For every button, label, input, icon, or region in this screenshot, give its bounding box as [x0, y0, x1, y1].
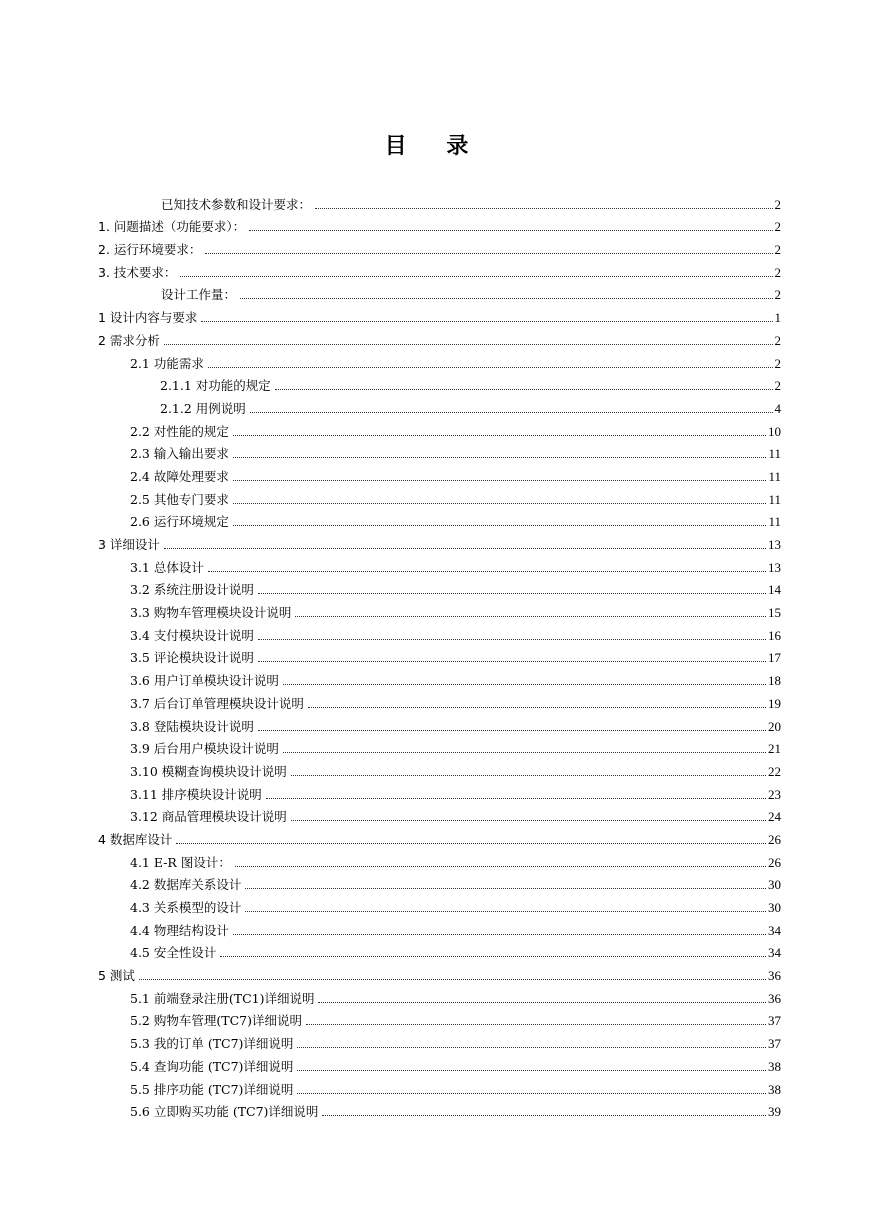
toc-entry-page-number: 36 [768, 990, 781, 1006]
toc-entry[interactable] [98, 712, 781, 735]
toc-entry[interactable] [98, 417, 781, 440]
toc-entry-page-number: 2 [774, 219, 781, 235]
toc-entry-label: 4.5 安全性设计 [130, 945, 217, 961]
toc-entry-page-number: 37 [768, 1036, 781, 1052]
toc-leader-dots [275, 389, 773, 390]
toc-entry-label: 5.6 立即购买功能 (TC7)详细说明 [130, 1104, 319, 1120]
toc-leader-dots [235, 866, 766, 867]
toc-leader-dots [164, 548, 766, 549]
toc-leader-dots [180, 276, 772, 277]
toc-leader-dots [208, 367, 773, 368]
toc-entry[interactable] [98, 848, 781, 871]
toc-entry-label: 2.1 功能需求 [130, 355, 204, 371]
toc-entry-label: 已知技术参数和设计要求： [161, 196, 312, 212]
toc-leader-dots [295, 616, 766, 617]
toc-entry-page-number: 11 [768, 446, 781, 462]
toc-entry-label: 3 详细设计 [98, 537, 160, 552]
toc-leader-dots [283, 752, 766, 753]
toc-entry[interactable] [98, 780, 781, 803]
toc-leader-dots [249, 230, 772, 231]
toc-leader-dots [258, 593, 766, 594]
toc-leader-dots [245, 888, 766, 889]
toc-entry[interactable] [98, 871, 781, 894]
toc-entry[interactable] [98, 213, 781, 236]
toc-entry-label: 3.9 后台用户模块设计说明 [130, 741, 279, 757]
toc-entry-page-number: 4 [774, 400, 781, 416]
toc-entry-label: 3.2 系统注册设计说明 [130, 582, 254, 598]
toc-entry-label: 1. 问题描述（功能要求）： [98, 219, 246, 235]
toc-entry[interactable] [98, 349, 781, 372]
toc-entry-page-number: 22 [768, 763, 781, 779]
toc-entry[interactable] [98, 757, 781, 780]
toc-entry-page-number: 2 [774, 264, 781, 280]
toc-entry[interactable] [98, 598, 781, 621]
toc-leader-dots [201, 321, 772, 322]
toc-leader-dots [233, 525, 767, 526]
toc-entry-label: 2 需求分析 [98, 332, 160, 348]
toc-leader-dots [240, 298, 772, 299]
toc-entry[interactable] [98, 281, 781, 304]
toc-leader-dots [205, 253, 772, 254]
toc-entry-label: 5.4 查询功能 (TC7)详细说明 [130, 1058, 294, 1074]
toc-entry[interactable] [98, 939, 781, 962]
toc-entry[interactable] [98, 735, 781, 758]
toc-leader-dots [220, 956, 766, 957]
toc-entry-page-number: 19 [768, 695, 781, 711]
toc-entry-label: 2.2 对性能的规定 [130, 423, 229, 439]
toc-entry[interactable] [98, 485, 781, 508]
toc-entry-page-number: 1 [774, 310, 781, 326]
toc-entry[interactable] [98, 190, 781, 213]
toc-leader-dots [297, 1093, 766, 1094]
toc-entry[interactable] [98, 961, 781, 984]
toc-entry-label: 2.5 其他专门要求 [130, 491, 229, 507]
toc-entry-page-number: 38 [768, 1058, 781, 1074]
toc-entry[interactable] [98, 689, 781, 712]
toc-entry-page-number: 37 [768, 1013, 781, 1029]
toc-entry-label: 3.8 登陆模块设计说明 [130, 718, 254, 734]
toc-entry[interactable] [98, 508, 781, 531]
toc-entry[interactable] [98, 576, 781, 599]
toc-entry-page-number: 2 [774, 196, 781, 212]
toc-entry-label: 5.5 排序功能 (TC7)详细说明 [130, 1081, 294, 1097]
toc-entry-label: 5.2 购物车管理(TC7)详细说明 [130, 1013, 302, 1029]
toc-entry[interactable] [98, 893, 781, 916]
toc-entry-label: 3.3 购物车管理模块设计说明 [130, 605, 292, 621]
toc-leader-dots [306, 1024, 766, 1025]
toc-entry-page-number: 26 [768, 854, 781, 870]
toc-entry-page-number: 21 [768, 741, 781, 757]
toc-entry-label: 4.3 关系模型的设计 [130, 900, 242, 915]
toc-entry-page-number: 16 [768, 627, 781, 643]
toc-leader-dots [250, 412, 773, 413]
toc-entry-page-number: 2 [774, 242, 781, 258]
toc-entry-page-number: 2 [774, 378, 781, 394]
toc-entry-label: 2. 运行环境要求： [98, 242, 202, 258]
toc-entry-label: 5.3 我的订单 (TC7)详细说明 [130, 1036, 294, 1052]
toc-entry[interactable] [98, 235, 781, 258]
toc-leader-dots [233, 435, 766, 436]
toc-leader-dots [208, 571, 766, 572]
toc-leader-dots [283, 684, 766, 685]
toc-entry[interactable] [98, 530, 781, 553]
toc-entry[interactable] [98, 825, 781, 848]
toc-entry-page-number: 30 [768, 900, 781, 915]
toc-entry-page-number: 38 [768, 1081, 781, 1097]
toc-entry-label: 3.11 排序模块设计说明 [130, 786, 262, 802]
toc-entry[interactable] [98, 394, 781, 417]
toc-entry-page-number: 11 [768, 468, 781, 484]
toc-entry-label: 1 设计内容与要求 [98, 310, 198, 326]
toc-leader-dots [308, 707, 766, 708]
toc-entry[interactable] [98, 644, 781, 667]
toc-entry[interactable] [98, 621, 781, 644]
toc-entry[interactable] [98, 258, 781, 281]
toc-leader-dots [258, 730, 766, 731]
toc-entry-page-number: 30 [768, 877, 781, 893]
toc-entry[interactable] [98, 553, 781, 576]
toc-entry-page-number: 13 [768, 537, 781, 552]
toc-leader-dots [297, 1070, 766, 1071]
toc-entry-page-number: 24 [768, 809, 781, 825]
toc-entry-page-number: 34 [768, 945, 781, 961]
toc-leader-dots [266, 798, 766, 799]
toc-entry-label: 3.10 模糊查询模块设计说明 [130, 763, 287, 779]
toc-entry-page-number: 2 [774, 355, 781, 371]
toc-entry[interactable] [98, 372, 781, 395]
toc-entry-page-number: 15 [768, 605, 781, 621]
toc-entry-page-number: 26 [768, 831, 781, 847]
toc-entry-label: 4.1 E-R 图设计： [130, 854, 231, 870]
toc-leader-dots [291, 820, 766, 821]
toc-entry-label: 2.1.2 用例说明 [160, 400, 246, 416]
toc-leader-dots [233, 457, 767, 458]
toc-entry-label: 3.6 用户订单模块设计说明 [130, 673, 279, 689]
toc-entry[interactable] [98, 1075, 781, 1098]
toc-entry[interactable] [98, 326, 781, 349]
toc-leader-dots [315, 208, 772, 209]
toc-leader-dots [176, 843, 766, 844]
toc-entry-label: 3.5 评论模块设计说明 [130, 650, 254, 666]
toc-entry-label: 2.6 运行环境规定 [130, 514, 229, 530]
toc-leader-dots [245, 911, 766, 912]
toc-entry-label: 2.1.1 对功能的规定 [160, 378, 271, 394]
toc-entry[interactable] [98, 916, 781, 939]
toc-entry[interactable] [98, 303, 781, 326]
toc-leader-dots [233, 503, 767, 504]
toc-entry-page-number: 10 [768, 423, 781, 439]
toc-entry[interactable] [98, 1052, 781, 1075]
toc-entry-label: 4 数据库设计 [98, 831, 173, 847]
toc-entry-page-number: 18 [768, 673, 781, 689]
toc-leader-dots [297, 1047, 766, 1048]
toc-entry-label: 2.3 输入输出要求 [130, 446, 229, 462]
toc-entry[interactable] [98, 666, 781, 689]
toc-entry-page-number: 23 [768, 786, 781, 802]
toc-leader-dots [139, 979, 766, 980]
toc-entry[interactable] [98, 462, 781, 485]
toc-entry[interactable] [98, 803, 781, 826]
toc-entry[interactable] [98, 1007, 781, 1030]
toc-entry-page-number: 2 [774, 332, 781, 348]
toc-entry-label: 3.7 后台订单管理模块设计说明 [130, 695, 304, 711]
toc-entry-page-number: 17 [768, 650, 781, 666]
table-of-contents [98, 190, 781, 1120]
toc-entry-label: 3.4 支付模块设计说明 [130, 627, 254, 643]
toc-entry-label: 4.2 数据库关系设计 [130, 877, 242, 893]
toc-entry-label: 5 测试 [98, 968, 135, 984]
toc-leader-dots [318, 1002, 766, 1003]
toc-leader-dots [233, 480, 767, 481]
toc-entry-page-number: 2 [774, 287, 781, 303]
toc-leader-dots [291, 775, 766, 776]
toc-entry-page-number: 11 [768, 514, 781, 530]
toc-entry-label: 3.1 总体设计 [130, 559, 204, 575]
toc-entry-label: 2.4 故障处理要求 [130, 468, 229, 484]
toc-entry[interactable] [98, 1098, 781, 1121]
toc-entry-page-number: 13 [768, 559, 781, 575]
toc-entry-label: 设计工作量： [161, 287, 237, 303]
toc-leader-dots [258, 661, 766, 662]
toc-leader-dots [258, 639, 766, 640]
toc-entry-page-number: 11 [768, 491, 781, 507]
toc-leader-dots [322, 1115, 766, 1116]
toc-entry-page-number: 36 [768, 968, 781, 984]
toc-entry[interactable] [98, 440, 781, 463]
toc-entry[interactable] [98, 1029, 781, 1052]
toc-entry-label: 5.1 前端登录注册(TC1)详细说明 [130, 990, 315, 1006]
toc-entry-page-number: 20 [768, 718, 781, 734]
toc-entry-label: 3. 技术要求： [98, 264, 177, 280]
toc-entry-page-number: 34 [768, 922, 781, 938]
toc-entry[interactable] [98, 984, 781, 1007]
toc-entry-page-number: 14 [768, 582, 781, 598]
toc-leader-dots [164, 344, 773, 345]
toc-entry-label: 3.12 商品管理模块设计说明 [130, 809, 287, 825]
toc-entry-page-number: 39 [768, 1104, 781, 1120]
toc-leader-dots [233, 934, 766, 935]
toc-entry-label: 4.4 物理结构设计 [130, 922, 229, 938]
page-title: 目 录 [384, 134, 485, 159]
